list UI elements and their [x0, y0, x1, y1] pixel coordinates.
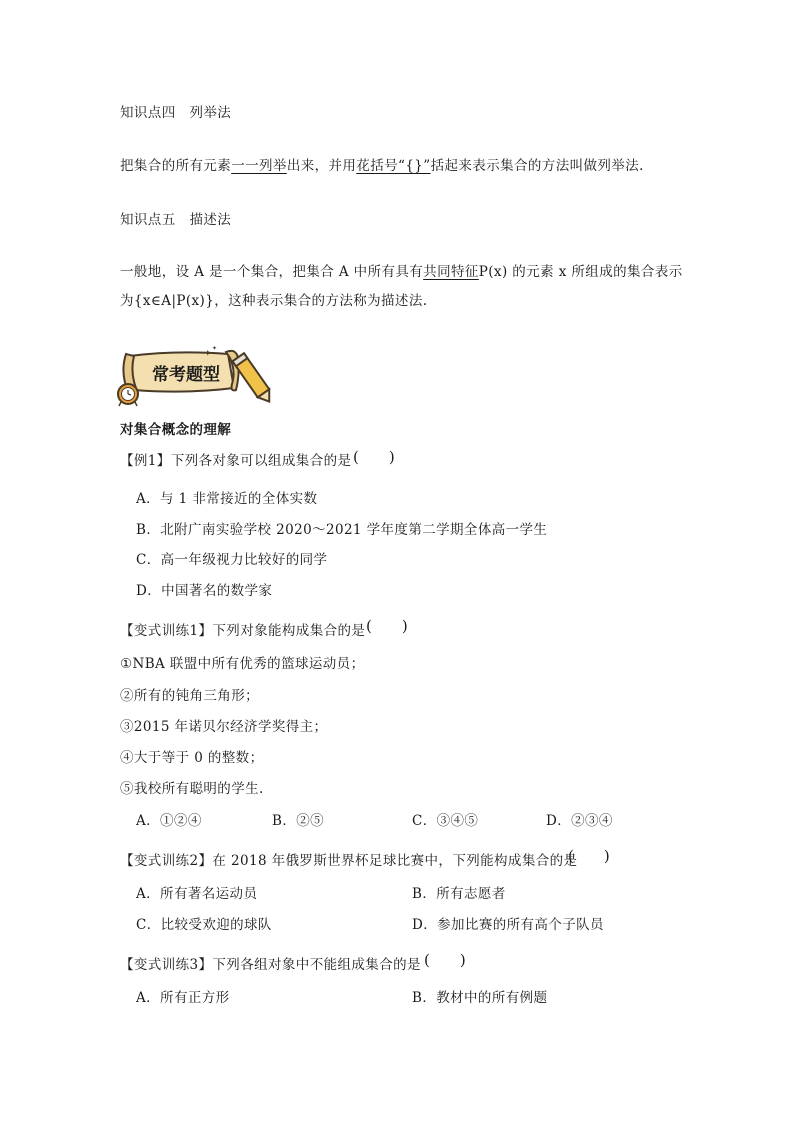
variant-1-option-a: A．①②④: [136, 813, 202, 829]
variant-2-option-d: D．参加比赛的所有高个子队员: [412, 917, 604, 933]
kp5-line-1: [120, 263, 683, 281]
variant-1-tag: 【变式训练1】: [120, 623, 213, 639]
variant-2-tag: 【变式训练2】: [120, 853, 213, 869]
example-1-option-d: D．中国著名的数学家: [136, 583, 273, 599]
variant-2-text: 在 2018 年俄罗斯世界杯足球比赛中，下列能构成集合的是: [212, 853, 578, 869]
exam-topics-banner: [116, 344, 272, 408]
example-1-option-a: A．与 1 非常接近的全体实数: [136, 491, 318, 507]
variant-3-answer-paren: ( ): [424, 951, 466, 969]
example-1-option-c: C．高一年级视力比较好的同学: [136, 552, 328, 568]
kp4-description: [120, 157, 644, 175]
variant-1-question: [120, 622, 365, 640]
banner-label: 常考题型: [152, 365, 220, 385]
variant-1-item-5: ⑤我校所有聪明的学生.: [120, 781, 264, 797]
kp5-heading: 知识点五 描述法: [120, 212, 232, 228]
alarm-clock-icon: [118, 384, 138, 406]
variant-1-item-4: ④大于等于 0 的整数；: [120, 750, 264, 766]
variant-3-option-a: A．所有正方形: [136, 990, 230, 1006]
kp5-l1-underline: 共同特征: [423, 264, 479, 280]
variant-2-question: [120, 852, 577, 870]
variant-1-item-2: ②所有的钝角三角形；: [120, 688, 259, 704]
kp5-l1-pre: 一般地，设 A 是一个集合，把集合 A 中所有具有: [120, 264, 424, 280]
variant-3-text: 下列各组对象中不能组成集合的是: [212, 957, 421, 973]
kp4-heading: 知识点四 列举法: [120, 105, 232, 121]
example-1-option-b: B．北附广南实验学校 2020～2021 学年度第二学期全体高一学生: [136, 522, 548, 538]
variant-3-option-b: B．教材中的所有例题: [412, 990, 548, 1006]
variant-1-item-1: ①NBA 联盟中所有优秀的篮球运动员；: [120, 656, 365, 672]
kp4-desc-underline-2: 花括号“{}”: [356, 158, 431, 174]
variant-2-answer-paren: ( ): [568, 847, 610, 865]
example-1-text: 下列各对象可以组成集合的是: [170, 453, 352, 469]
example-1-tag: 【例1】: [120, 453, 171, 469]
section-title: 对集合概念的理解: [120, 422, 232, 438]
kp4-desc-pre: 把集合的所有元素: [120, 158, 232, 174]
kp4-desc-underline-1: 一一列举: [231, 158, 287, 174]
kp5-line-2: 为{x∈A|P(x)}，这种表示集合的方法称为描述法.: [120, 293, 428, 309]
example-1-answer-paren: ( ): [353, 448, 395, 466]
variant-3-tag: 【变式训练3】: [120, 957, 213, 973]
kp5-l1-post: P(x) 的元素 x 所组成的集合表示: [478, 264, 683, 280]
example-1-question: [120, 452, 351, 470]
variant-1-answer-paren: ( ): [366, 617, 408, 635]
variant-3-question: [120, 956, 421, 974]
variant-1-item-3: ③2015 年诺贝尔经济学奖得主；: [120, 719, 328, 735]
star-icon-small: ✦: [212, 345, 218, 352]
variant-1-option-c: C．③④⑤: [412, 813, 479, 829]
variant-2-option-b: B．所有志愿者: [412, 886, 506, 902]
kp4-desc-post: 括起来表示集合的方法叫做列举法.: [430, 158, 644, 174]
variant-1-text: 下列对象能构成集合的是: [212, 623, 366, 639]
variant-2-option-c: C．比较受欢迎的球队: [136, 917, 272, 933]
kp4-desc-mid: 出来，并用: [286, 158, 357, 174]
star-icon: ✦: [204, 349, 212, 359]
variant-1-option-b: B．②⑤: [272, 813, 325, 829]
variant-1-option-d: D．②③④: [546, 813, 613, 829]
variant-2-option-a: A．所有著名运动员: [136, 886, 258, 902]
